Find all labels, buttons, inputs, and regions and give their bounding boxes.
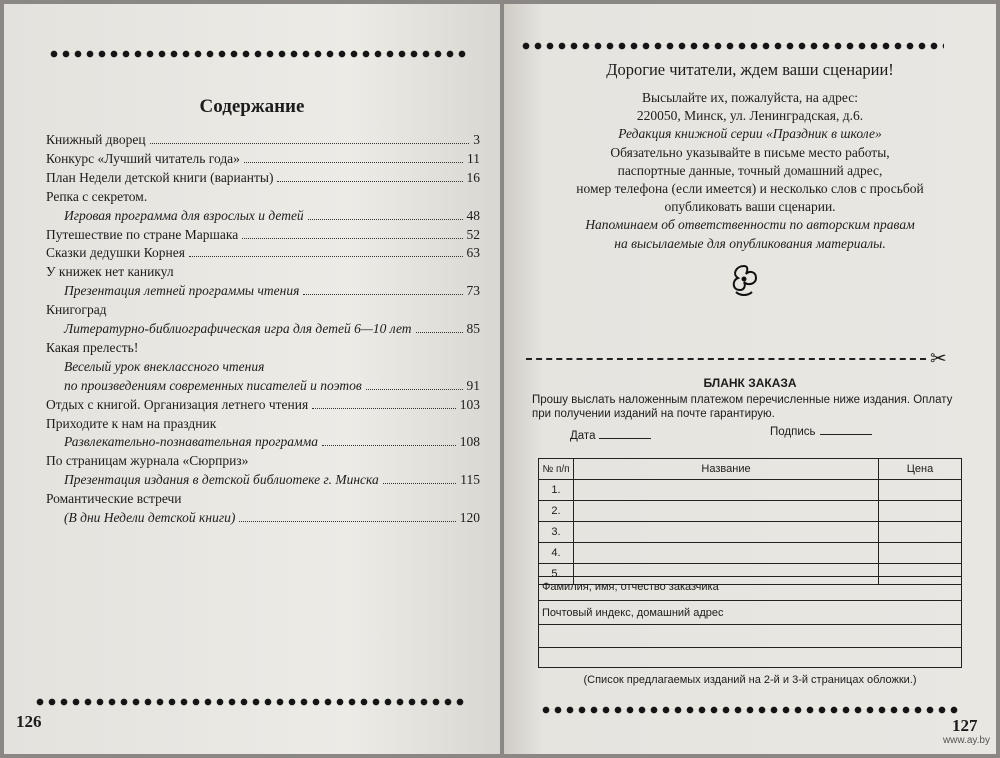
scissors-icon: ✂ [930,348,947,370]
row-number: 4. [539,543,574,564]
page-number-right: 127 [952,716,978,735]
toc-leader [312,408,456,409]
toc-entry [46,189,480,207]
toc-entry [46,227,480,245]
toc-entry-title: Веселый урок внеклассного чтения [64,358,265,374]
toc-entry-title: Романтические встречи [46,491,182,507]
toc-entry-title: Отдых с книгой. Организация летнего чтения [46,396,309,412]
toc-entry-title: Презентация издания в детской библиотеке г. Минска [64,472,379,488]
toc-entry-title: Литературно-библиографическая игра для детей 6—10 лет [64,321,412,336]
title-cell[interactable] [574,543,879,564]
toc-entry-title: Путешествие по стране Маршака [46,226,239,242]
toc-leader [150,143,470,144]
row-number: 1. [539,480,574,501]
toc-entry-page: 120 [459,510,480,525]
toc-leader [277,181,462,182]
toc-entry-title: По страницам журнала «Сюрприз» [46,453,249,469]
toc-entry [46,170,480,188]
toc-entry [46,302,480,320]
price-cell[interactable] [879,480,962,501]
table-row [539,543,962,564]
row-number: 5. [539,564,574,585]
title-cell[interactable] [574,501,879,522]
call-text-line: Обязательно указывайте в письме место работы, [610,144,890,160]
title-cell[interactable] [574,522,879,543]
toc-leader [189,256,463,257]
toc-entry [46,245,480,263]
toc-leader [366,389,463,390]
toc-entry-title: Сказки дедушки Корнея [46,245,185,261]
toc-entry [46,397,480,415]
call-text-line: Редакция книжной серии «Праздник в школе» [618,126,882,142]
toc-leader [416,332,463,333]
order-table [538,458,962,585]
call-text-line: номер телефона (если имеется) и несколько слов с просьбой [576,181,924,196]
toc-entry [46,510,480,528]
toc-entry-page: 91 [466,377,480,393]
toc-entry [46,151,480,169]
table-row [539,501,962,522]
signature-blank[interactable] [820,434,872,435]
toc-entry [46,453,480,471]
toc-leader [322,445,456,446]
table-row [539,522,962,543]
row-number: 2. [539,501,574,522]
order-form-title: БЛАНК ЗАКАЗА [703,376,797,390]
toc-entry [46,283,480,301]
customer-box [538,576,962,668]
signature-label: Подпись [770,426,816,438]
toc-entry-page: 48 [466,207,480,223]
signature-field[interactable] [770,426,872,438]
toc-leader [383,483,456,484]
toc-entry-title: Книгоград [46,302,107,318]
cut-line [526,358,926,360]
toc-entry-page: 103 [459,396,480,412]
toc-entry-title: Репка с секретом. [46,188,148,204]
call-text-line: Высылайте их, пожалуйста, на адрес: [642,90,858,105]
toc-entry [46,472,480,490]
order-table-header [539,459,962,480]
toc-entry-title: Конкурс «Лучший читатель года» [46,150,240,166]
date-label: Дата [570,430,596,442]
toc-leader [303,294,462,295]
toc-entry [46,359,480,377]
row-number: 3. [539,522,574,543]
toc-entry-title: Какая прелесть! [46,339,139,355]
call-text-line: Напоминаем об ответственности по авторским правам [585,217,915,233]
date-blank[interactable] [599,438,651,439]
toc-leader [239,521,455,522]
price-cell[interactable] [879,522,962,543]
price-cell[interactable] [879,501,962,522]
toc-entry-page: 73 [466,283,480,299]
toc-entry [46,340,480,358]
toc-entry-page: 11 [467,150,480,166]
toc-entry [46,208,480,226]
call-text-line: опубликовать ваши сценарии. [664,199,836,215]
table-row [539,480,962,501]
title-cell[interactable] [574,480,879,501]
toc-entry-page: 16 [466,169,480,185]
address-label: Почтовый индекс, домашний адрес [542,607,724,619]
price-cell[interactable] [879,543,962,564]
toc-entry-page: 108 [459,434,480,450]
toc-entry-title: Презентация летней программы чтения [64,283,300,299]
top-ornament-left [48,48,466,60]
top-ornament-right [520,40,944,52]
book-spread [4,4,996,754]
bottom-ornament-right [540,704,960,716]
toc-entry [46,264,480,282]
date-field[interactable] [570,430,651,442]
call-text-line: на высылаемые для опубликования материалы. [614,235,886,251]
toc-entry-page: 85 [466,321,480,336]
toc-entry-title: (В дни Недели детской книги) [64,510,236,525]
col-price: Цена [879,459,962,480]
toc-entry [46,491,480,509]
col-number: № п/п [539,459,574,480]
call-text-line: паспортные данные, точный домашний адрес, [617,162,883,178]
toc-leader [244,162,463,163]
bottom-ornament-left [34,696,464,708]
order-intro-line-2: при получении изданий на почте гарантирую. [532,408,775,420]
toc-entry-title: Приходите к нам на праздник [46,415,217,431]
call-heading: Дорогие читатели, ждем ваши сценарии! [606,60,894,79]
toc-leader [242,238,462,239]
toc-entry [46,378,480,396]
toc-entry-title: Игровая программа для взрослых и детей [64,207,304,223]
toc-entry [46,416,480,434]
toc-entry-title: У книжек нет каникул [46,264,174,280]
flourish-icon [726,262,762,298]
watermark: www.ay.by [942,735,990,746]
customer-name-label: Фамилия, имя, отчество заказчика [542,581,719,593]
toc-entry-page: 52 [466,226,480,242]
call-text-line: 220050, Минск, ул. Ленинградская, д.6. [636,108,864,124]
right-page [504,4,996,754]
toc-entry-title: Развлекательно-познавательная программа [64,434,319,450]
col-title: Название [574,459,879,480]
toc-entry-title: План Недели детской книги (варианты) [46,169,274,185]
toc-entry-page: 3 [473,132,480,147]
left-page [4,4,500,754]
toc-entry [46,321,480,339]
page-number-left: 126 [16,712,42,731]
toc-title: Содержание [199,96,305,117]
order-intro-line-1: Прошу выслать наложенным платежом перечисленные ниже издания. Оплату [532,394,953,406]
toc-entry-page: 63 [466,245,480,261]
toc-leader [308,219,463,220]
toc-entry-title: Книжный дворец [46,132,146,147]
toc-entry-page: 115 [460,472,480,488]
toc-entry [46,434,480,452]
catalog-note: (Список предлагаемых изданий на 2-й и 3-й страницах обложки.) [583,674,917,686]
toc-entry [46,132,480,150]
toc-entry-title: по произведениям современных писателей и поэтов [64,377,362,393]
